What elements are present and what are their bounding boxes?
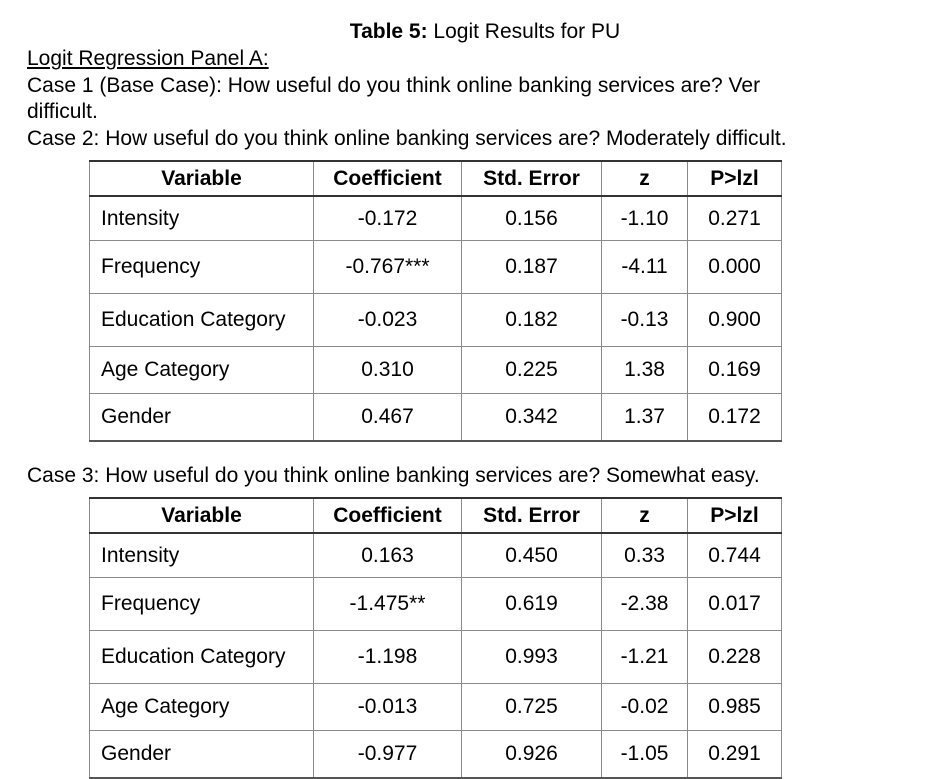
cell-p: 0.017 — [688, 578, 782, 631]
cell-std-error: 0.450 — [462, 533, 602, 578]
cell-p: 0.900 — [688, 294, 782, 347]
cell-z: -4.11 — [602, 241, 688, 294]
table-title — [0, 20, 930, 44]
header-std-error: Std. Error — [462, 161, 602, 196]
cell-variable: Age Category — [90, 684, 314, 731]
cell-variable: Gender — [90, 394, 314, 442]
case2-heading: Case 2: How useful do you think online banking services are? Moderately difficult. — [27, 127, 787, 150]
table-title-label: Table 5: — [349, 20, 428, 43]
table-row — [90, 394, 782, 442]
cell-z: -2.38 — [602, 578, 688, 631]
cell-p: 0.169 — [688, 347, 782, 394]
table-row — [90, 578, 782, 631]
cell-coefficient: 0.467 — [314, 394, 462, 442]
cell-std-error: 0.156 — [462, 196, 602, 241]
cell-variable: Age Category — [90, 347, 314, 394]
header-variable: Variable — [90, 498, 314, 533]
table-row — [90, 196, 782, 241]
cell-coefficient: -0.013 — [314, 684, 462, 731]
cell-p: 0.271 — [688, 196, 782, 241]
cell-p: 0.228 — [688, 631, 782, 684]
cell-coefficient: -1.198 — [314, 631, 462, 684]
cell-coefficient: -0.172 — [314, 196, 462, 241]
cell-std-error: 0.182 — [462, 294, 602, 347]
cell-p: 0.985 — [688, 684, 782, 731]
case1-line1: Case 1 (Base Case): How useful do you think online banking services are? Ver — [27, 74, 761, 97]
table-row — [90, 533, 782, 578]
header-p: P>lzl — [688, 498, 782, 533]
case3-table — [89, 497, 782, 779]
table-row — [90, 631, 782, 684]
header-p: P>lzl — [688, 161, 782, 196]
table-row — [90, 684, 782, 731]
case3-heading: Case 3: How useful do you think online banking services are? Somewhat easy. — [27, 464, 760, 487]
cell-std-error: 0.225 — [462, 347, 602, 394]
cell-coefficient: -0.977 — [314, 731, 462, 779]
cell-coefficient: 0.310 — [314, 347, 462, 394]
header-z: z — [602, 498, 688, 533]
cell-coefficient: -1.475** — [314, 578, 462, 631]
table-header-row — [90, 498, 782, 533]
cell-z: -1.05 — [602, 731, 688, 779]
cell-p: 0.744 — [688, 533, 782, 578]
cell-variable: Education Category — [90, 294, 314, 347]
table-row — [90, 241, 782, 294]
header-variable: Variable — [90, 161, 314, 196]
header-std-error: Std. Error — [462, 498, 602, 533]
cell-std-error: 0.187 — [462, 241, 602, 294]
cell-coefficient: -0.023 — [314, 294, 462, 347]
cell-p: 0.291 — [688, 731, 782, 779]
cell-z: -0.13 — [602, 294, 688, 347]
cell-z: -1.21 — [602, 631, 688, 684]
cell-std-error: 0.926 — [462, 731, 602, 779]
table-row — [90, 294, 782, 347]
cell-variable: Education Category — [90, 631, 314, 684]
cell-z: 1.38 — [602, 347, 688, 394]
cell-std-error: 0.342 — [462, 394, 602, 442]
cell-z: 1.37 — [602, 394, 688, 442]
cell-coefficient: 0.163 — [314, 533, 462, 578]
cell-std-error: 0.619 — [462, 578, 602, 631]
cell-z: 0.33 — [602, 533, 688, 578]
cell-coefficient: -0.767*** — [314, 241, 462, 294]
cell-std-error: 0.993 — [462, 631, 602, 684]
cell-variable: Gender — [90, 731, 314, 779]
cell-variable: Frequency — [90, 241, 314, 294]
table-title-text: Logit Results for PU — [427, 20, 621, 43]
case1-line2: difficult. — [27, 100, 98, 123]
header-z: z — [602, 161, 688, 196]
cell-p: 0.000 — [688, 241, 782, 294]
table-row — [90, 731, 782, 779]
header-coefficient: Coefficient — [314, 161, 462, 196]
cell-z: -1.10 — [602, 196, 688, 241]
cell-std-error: 0.725 — [462, 684, 602, 731]
cell-variable: Frequency — [90, 578, 314, 631]
table-header-row — [90, 161, 782, 196]
header-coefficient: Coefficient — [314, 498, 462, 533]
case2-table — [89, 160, 782, 442]
table-row — [90, 347, 782, 394]
cell-variable: Intensity — [90, 196, 314, 241]
panel-heading: Logit Regression Panel A: — [27, 47, 269, 70]
cell-variable: Intensity — [90, 533, 314, 578]
cell-p: 0.172 — [688, 394, 782, 442]
cell-z: -0.02 — [602, 684, 688, 731]
